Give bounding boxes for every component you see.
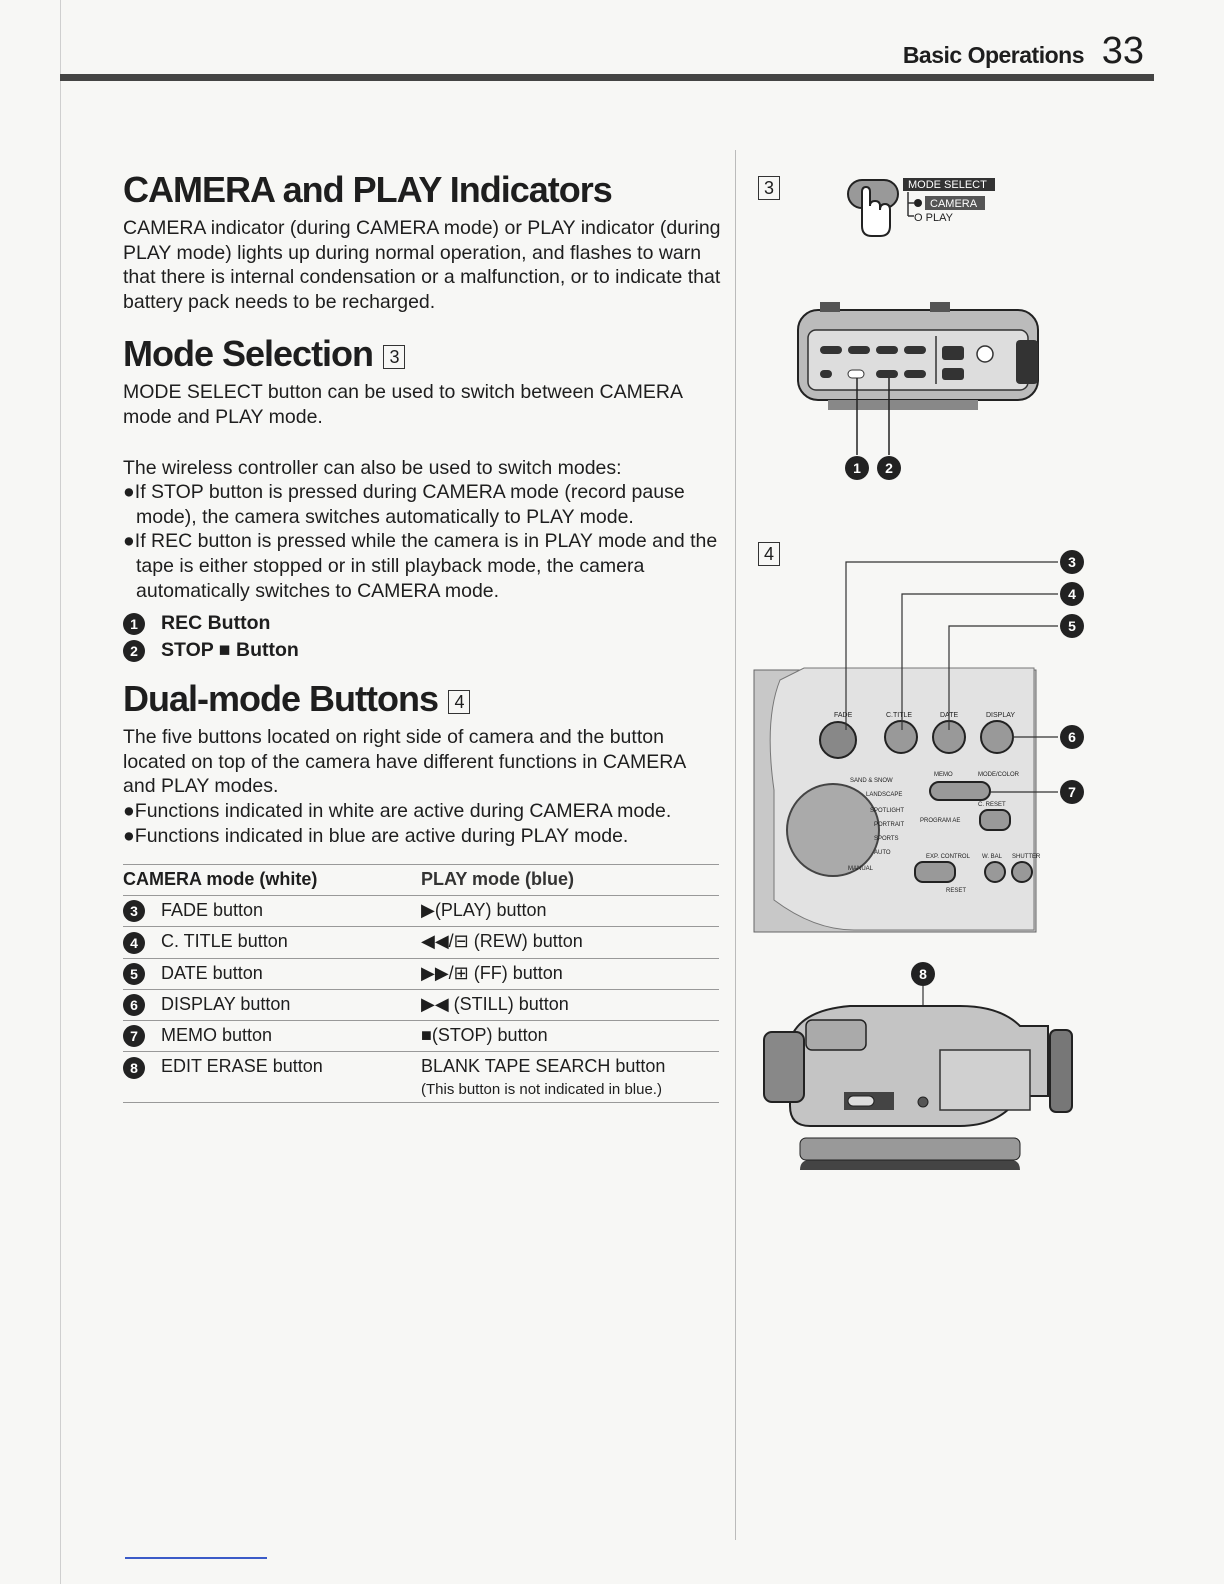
figure-ref: 3 — [383, 345, 405, 369]
bullet: ●Functions indicated in white are active during CAMERA mode. — [123, 799, 672, 822]
panel-label: MANUAL — [848, 866, 874, 872]
heading-text: Mode Selection — [123, 333, 374, 375]
panel-label: MODE/COLOR — [978, 772, 1020, 778]
ref-label: STOP ■ Button — [161, 639, 299, 662]
panel-label: C. RESET — [978, 802, 1006, 808]
table-row — [123, 1052, 719, 1103]
callout-number: 6 — [1068, 729, 1076, 745]
panel-label: EXP. CONTROL — [926, 854, 970, 860]
play-function: ▶(PLAY) button — [417, 896, 719, 927]
callout-number: 4 — [1068, 586, 1076, 602]
table-header: PLAY mode (blue) — [417, 865, 719, 896]
heading-text: Dual-mode Buttons — [123, 678, 438, 720]
indicators-text: CAMERA indicator (during CAMERA mode) or PLAY indicator (during PLAY mode) lights up during normal operation, and flashes to warn that there is internal condensation or a malfunction, or to indicate that battery pack needs to be recharged. — [123, 217, 721, 313]
play-function: ■(STOP) button — [417, 1021, 719, 1052]
bullet: ●If REC button is pressed while the camera is in PLAY mode and the tape is either stopped or in still playback mode, the camera automatically switches to CAMERA mode. — [123, 530, 718, 602]
figure-ref: 4 — [448, 690, 470, 714]
bullet: ●Functions indicated in blue are active during PLAY mode. — [123, 824, 629, 847]
mode-select-illustration — [848, 178, 995, 236]
header-rule — [60, 74, 1154, 81]
panel-label: DATE — [940, 712, 959, 719]
callout-number: 8 — [123, 1057, 145, 1079]
footer-line — [125, 1557, 267, 1559]
callout-number: 1 — [853, 460, 861, 476]
panel-label: W. BAL — [982, 854, 1003, 860]
camera-function: DATE button — [161, 962, 263, 983]
panel-label: SHUTTER — [1012, 854, 1041, 860]
panel-label: PORTRAIT — [874, 822, 905, 828]
panel-label: SAND & SNOW — [850, 778, 893, 784]
callout-number: 3 — [1068, 554, 1076, 570]
mode-selection-text: MODE SELECT button can be used to switch between CAMERA mode and PLAY mode. — [123, 381, 682, 428]
panel-label: DISPLAY — [986, 712, 1016, 719]
camera-diagrams — [750, 170, 1150, 1490]
heading-dual-mode — [123, 677, 723, 721]
play-label: O PLAY — [914, 212, 953, 224]
callout-number: 7 — [1068, 784, 1076, 800]
panel-label: MEMO — [934, 772, 953, 778]
play-function: BLANK TAPE SEARCH button — [421, 1056, 666, 1077]
panel-label: AUTO — [874, 850, 891, 856]
camera-function: MEMO button — [161, 1025, 273, 1046]
side-panel-illustration — [754, 550, 1084, 932]
play-function: ▶▶/⊞ (FF) button — [417, 958, 719, 989]
table-row — [123, 927, 719, 958]
panel-label: RESET — [946, 888, 967, 894]
callout-number: 7 — [123, 1025, 145, 1047]
camera-body-illustration — [764, 962, 1072, 1170]
figure-3-label: 3 — [758, 176, 780, 200]
top-panel-illustration — [798, 302, 1038, 480]
heading-mode-selection — [123, 332, 723, 376]
page-number: 33 — [1101, 30, 1144, 72]
wireless-text: The wireless controller can also be used to switch modes: — [123, 456, 622, 479]
panel-label: SPORTS — [874, 836, 899, 842]
section-title: Basic Operations — [902, 42, 1084, 68]
table-note: (This button is not indicated in blue.) — [421, 1081, 662, 1099]
table-header: CAMERA mode (white) — [123, 865, 417, 896]
play-function: ▶◀ (STILL) button — [417, 989, 719, 1020]
panel-label: SPOTLIGHT — [870, 808, 905, 814]
table-row — [123, 1021, 719, 1052]
callout-number: 5 — [1068, 618, 1076, 634]
heading-indicators: CAMERA and PLAY Indicators — [123, 169, 612, 210]
callout-number: 6 — [123, 994, 145, 1016]
page-header — [60, 28, 1154, 78]
table-header-row — [123, 865, 719, 896]
play-function: ◀◀/⊟ (REW) button — [417, 927, 719, 958]
dual-mode-text: The five buttons located on right side of camera and the button located on top of the camera have different functions in CAMERA and PLAY modes. — [123, 726, 686, 798]
camera-function: DISPLAY button — [161, 993, 291, 1014]
figure-4-label: 4 — [758, 542, 780, 566]
camera-function: EDIT ERASE button — [161, 1056, 323, 1077]
callout-number: 8 — [919, 966, 927, 982]
bullet: ●If STOP button is pressed during CAMERA mode (record pause mode), the camera switches automatically to PLAY mode. — [123, 481, 685, 528]
camera-label: CAMERA — [930, 198, 978, 210]
callout-number: 1 — [123, 613, 145, 635]
table-row — [123, 958, 719, 989]
mode-select-label: MODE SELECT — [908, 179, 987, 191]
camera-function: FADE button — [161, 900, 264, 921]
page-edge — [60, 0, 61, 1584]
dual-mode-table — [123, 864, 719, 1103]
panel-label: FADE — [834, 712, 853, 719]
callout-number: 5 — [123, 963, 145, 985]
camera-function: C. TITLE button — [161, 931, 288, 952]
ref-stop — [123, 638, 723, 663]
main-column — [123, 168, 723, 1103]
callout-number: 3 — [123, 900, 145, 922]
table-row — [123, 989, 719, 1020]
table-row — [123, 896, 719, 927]
callout-number: 2 — [123, 640, 145, 662]
figures-column — [750, 170, 1150, 1490]
panel-label: PROGRAM AE — [920, 818, 961, 824]
ref-label: REC Button — [161, 612, 271, 635]
ref-rec — [123, 611, 723, 636]
callout-number: 2 — [885, 460, 893, 476]
column-divider — [735, 150, 736, 1540]
callout-number: 4 — [123, 932, 145, 954]
panel-label: C.TITLE — [886, 712, 913, 719]
panel-label: LANDSCAPE — [866, 792, 903, 798]
